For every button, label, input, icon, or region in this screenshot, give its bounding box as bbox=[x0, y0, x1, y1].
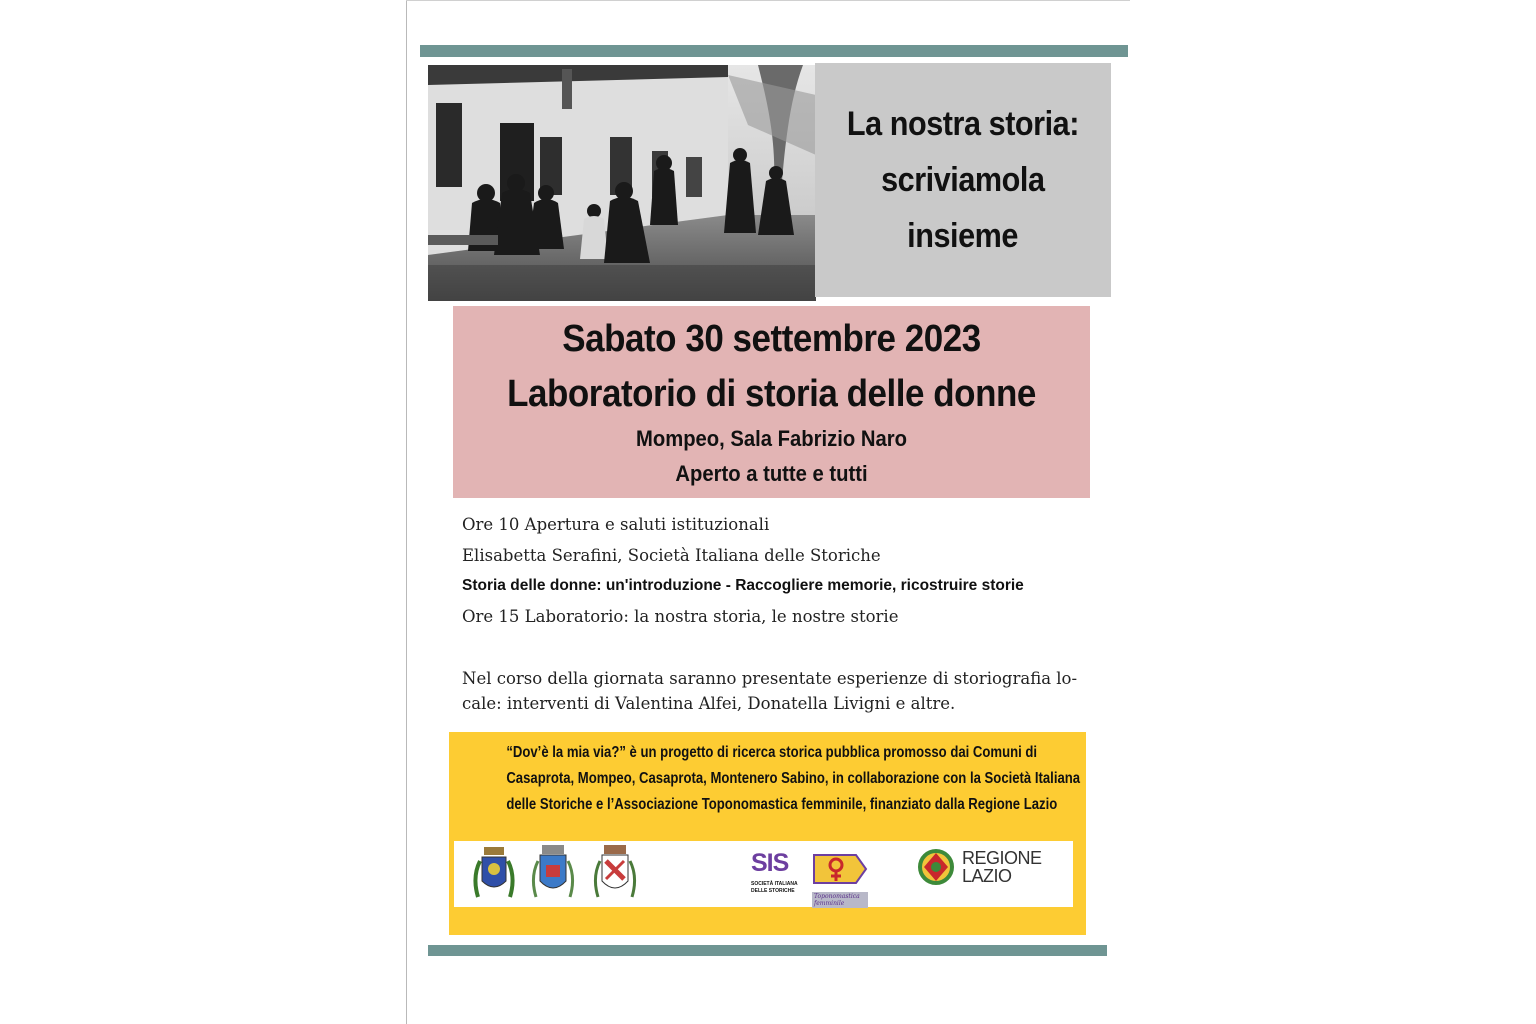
page-edge-top bbox=[406, 0, 1130, 1]
title-line-1: La nostra storia: bbox=[846, 105, 1080, 143]
title-box bbox=[815, 63, 1111, 297]
toponomastica-sign-icon bbox=[812, 851, 868, 887]
mompeo-crest-icon bbox=[528, 843, 578, 903]
regione-lazio-logo bbox=[918, 849, 1058, 899]
program-item-2: Elisabetta Serafini, Società Italiana delle Storiche bbox=[462, 546, 881, 565]
toponomastica-caption-1: Toponomastica bbox=[814, 893, 860, 900]
program-note-line-1: Nel corso della giornata saranno presentate esperienze di storiografia lo- bbox=[462, 669, 1078, 688]
regione-lazio-line-1: REGIONE bbox=[962, 848, 1042, 868]
montenero-crest-icon bbox=[590, 843, 640, 903]
project-line-1: “Dov’è la mia via?” è un progetto di ricerca storica pubblica promosso dai Comuni di bbox=[506, 744, 1038, 761]
logo-strip bbox=[454, 841, 1073, 907]
event-name: Laboratorio di storia delle donne bbox=[507, 373, 1036, 415]
top-rule bbox=[420, 45, 1128, 57]
program-item-4: Ore 15 Laboratorio: la nostra storia, le nostre storie bbox=[462, 607, 899, 626]
historical-photo-drawing bbox=[428, 65, 816, 301]
toponomastica-caption bbox=[812, 892, 868, 908]
project-line-3: delle Storiche e l’Associazione Toponomastica femminile, finanziato dalla Regione Lazio bbox=[506, 796, 1058, 813]
bottom-rule bbox=[428, 945, 1107, 956]
event-place: Mompeo, Sala Fabrizio Naro bbox=[635, 426, 908, 451]
project-line-2: Casaprota, Mompeo, Casaprota, Montenero Sabino, in collaborazione con la Società Italiana bbox=[506, 770, 1081, 787]
event-box bbox=[453, 306, 1090, 498]
historical-photo bbox=[428, 65, 816, 301]
sis-logo-abbr: SIS bbox=[751, 849, 789, 877]
program-item-1: Ore 10 Apertura e saluti istituzionali bbox=[462, 515, 770, 534]
toponomastica-caption-2: femminile bbox=[814, 900, 845, 907]
casaprota-crest-icon bbox=[470, 843, 518, 903]
sis-logo bbox=[751, 849, 801, 907]
event-access: Aperto a tutte e tutti bbox=[675, 461, 868, 486]
regione-lazio-emblem-icon bbox=[918, 849, 954, 885]
program-note-line-2: cale: interventi di Valentina Alfei, Donatella Livigni e altre. bbox=[462, 694, 956, 713]
regione-lazio-line-2: LAZIO bbox=[962, 866, 1012, 886]
page-edge bbox=[406, 0, 407, 1024]
program-item-3: Storia delle donne: un'introduzione - Raccogliere memorie, ricostruire storie bbox=[462, 577, 1024, 594]
sis-logo-caption-1: SOCIETÀ ITALIANA bbox=[751, 881, 798, 887]
sis-logo-caption-2: DELLE STORICHE bbox=[751, 888, 795, 894]
event-date: Sabato 30 settembre 2023 bbox=[562, 318, 981, 360]
title-line-3: insieme bbox=[907, 217, 1019, 255]
title-line-2: scriviamola bbox=[881, 161, 1045, 199]
toponomastica-logo bbox=[812, 851, 868, 907]
